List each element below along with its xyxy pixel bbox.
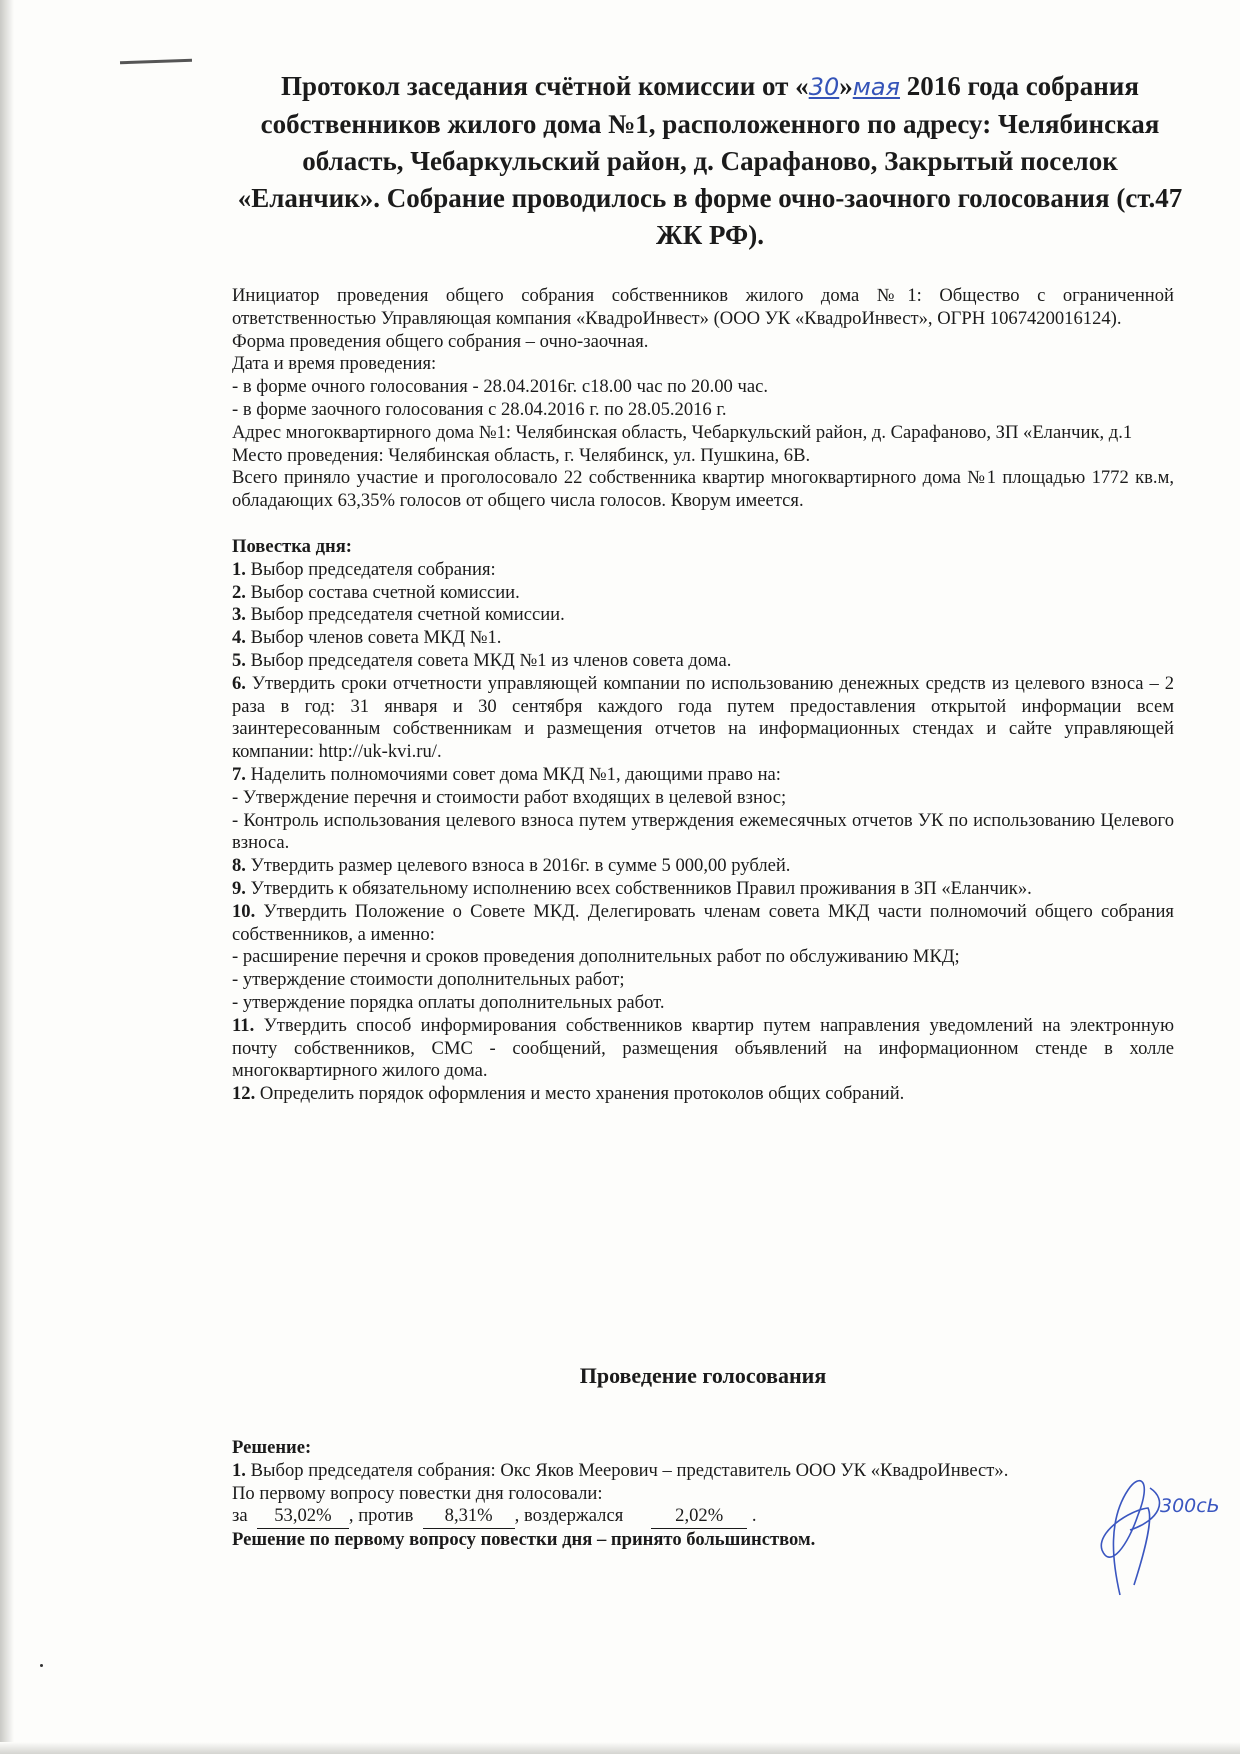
decision-heading: Решение: [232, 1437, 312, 1458]
agenda-item-text: Утвердить к обязательному исполнению всех собственников Правил проживания в ЗП «Еланчик». [245, 877, 1032, 899]
decision-result: Решение по первому вопросу повестки дня – принято большинством. [232, 1529, 816, 1551]
agenda-item [232, 582, 1174, 605]
scan-edge-bottom [0, 1742, 1240, 1754]
decision-block [232, 1437, 1192, 1552]
title-prefix: Протокол заседания счётной комиссии от « [281, 71, 809, 101]
agenda-item-text: Выбор состава счетной комиссии. [245, 581, 520, 603]
document-title [230, 68, 1190, 254]
agenda-item [232, 992, 1174, 1015]
agenda-item-text: Определить порядок оформления и место хранения протоколов общих собраний. [255, 1083, 905, 1105]
agenda-item-number: 3. [232, 604, 246, 626]
datetime-label: Дата и время проведения: [232, 353, 437, 375]
absentee-dates: - в форме заочного голосования с 28.04.2016 г. по 28.05.2016 г. [232, 398, 727, 420]
agenda-item-number: 1. [232, 558, 246, 580]
agenda-item-text: - Утверждение перечня и стоимости работ входящих в целевой взнос; [232, 786, 787, 808]
decision-item [232, 1460, 1192, 1483]
agenda-item-text: Утвердить способ информирования собственников квартир путем направления уведомлений на электронную почту собственников, СМС - сообщений, размещения объявлений на информационном стенде в холле многоквартирного жилого дома. [232, 1014, 1174, 1082]
agenda-item-text: Выбор председателя собрания: [245, 558, 496, 580]
agenda-item-number: 2. [232, 581, 246, 603]
agenda-item-number: 6. [232, 672, 246, 694]
agenda-item [232, 604, 1174, 627]
title-quote-close: » [839, 71, 853, 101]
abstain-label: , воздержался [514, 1505, 624, 1527]
agenda-item-number: 4. [232, 627, 246, 649]
handwritten-day: 30 [808, 73, 840, 101]
ink-dot [40, 1664, 43, 1667]
agenda-heading: Повестка дня: [232, 535, 352, 557]
agenda-item-text: Утвердить сроки отчетности управляющей компании по использованию денежных средств из целевого взноса – 2 раза в год: 31 января и 30 сентября каждого года путем предоставления открытой информации всем заинтересованным собственникам и размещения отчетов на информационных стендах и сайте управляющей компании: http://uk-kvi.ru/. [232, 672, 1174, 763]
agenda-item [232, 1083, 1174, 1106]
agenda-item [232, 878, 1174, 901]
agenda-item [232, 855, 1174, 878]
agenda-item-number: 11. [232, 1014, 255, 1036]
agenda-item-text: - утверждение стоимости дополнительных работ; [232, 969, 625, 991]
agenda-item-number: 9. [232, 877, 246, 899]
for-label: за [232, 1505, 248, 1527]
agenda-item [232, 787, 1174, 810]
agenda-item [232, 1015, 1174, 1083]
meeting-place: Место проведения: Челябинская область, г. Челябинск, ул. Пушкина, 6В. [232, 444, 811, 466]
agenda-item-text: - расширение перечня и сроков проведения дополнительных работ по обслуживанию МКД; [232, 946, 960, 968]
voted-line: По первому вопросу повестки дня голосовали: [232, 1482, 603, 1504]
agenda-item-text: Наделить полномочиями совет дома МКД №1, дающими право на: [245, 763, 781, 785]
agenda-item-number: 12. [232, 1083, 256, 1105]
vote-end: . [751, 1505, 757, 1527]
agenda-item-text: Выбор членов совета МКД №1. [245, 627, 502, 649]
agenda-item-text: Утвердить Положение о Совете МКД. Делегировать членам совета МКД части полномочий общего собрания собственников, а именно: [232, 900, 1174, 945]
agenda-item-text: - утверждение порядка оплаты дополнительных работ. [232, 991, 665, 1013]
for-value: 53,02% [257, 1505, 349, 1529]
agenda-item-number: 10. [232, 900, 256, 922]
agenda-item-number: 8. [232, 855, 246, 877]
house-address: Адрес многоквартирного дома №1: Челябинская область, Чебаркульский район, д. Сарафаново, ЗП «Еланчик, д.1 [232, 421, 1133, 443]
against-value: 8,31% [423, 1505, 515, 1529]
agenda-item-number: 5. [232, 649, 246, 671]
agenda-item [232, 627, 1174, 650]
agenda-item [232, 764, 1174, 787]
agenda-item [232, 901, 1174, 947]
meeting-form: Форма проведения общего собрания – очно-заочная. [232, 330, 649, 352]
handwritten-signature [1090, 1460, 1235, 1600]
agenda-item [232, 810, 1174, 856]
title-rest: 2016 года собрания собственников жилого дома №1, расположенного по адресу: Челябинская область, Чебаркульский район, д. Сарафаново, Закрытый поселок «Еланчик». Собрание проводилось в форме очно-заочного голосования (ст.47 ЖК РФ). [237, 71, 1183, 250]
against-label: , против [348, 1505, 414, 1527]
initiator-paragraph: Инициатор проведения общего собрания собственников жилого дома №1: Общество с ограниченной ответственностью Управляющая компания «КвадроИнвест» (ООО УК «КвадроИнвест», ОГРН 1067420016124). [232, 285, 1174, 329]
agenda-item-text: - Контроль использования целевого взноса путем утверждения ежемесячных отчетов УК по использованию Целевого взноса. [232, 809, 1174, 854]
document-body [232, 285, 1174, 1106]
signature-text: 300сЬ [1160, 1495, 1220, 1517]
pen-mark [120, 59, 192, 65]
voting-section-title: Проведение голосования [579, 1363, 827, 1388]
agenda-item-number: 7. [232, 763, 246, 785]
agenda-item [232, 673, 1174, 764]
quorum-paragraph: Всего приняло участие и проголосовало 22 собственника квартир многоквартирного дома №1 площадью 1772 кв.м, обладающих 63,35% голосов от общего числа голосов. Кворум имеется. [232, 467, 1174, 512]
in-person-dates: - в форме очного голосования - 28.04.2016г. с18.00 час по 20.00 час. [232, 376, 768, 398]
abstain-value: 2,02% [651, 1505, 747, 1529]
scan-edge-left [0, 0, 14, 1754]
vote-results [232, 1505, 1192, 1529]
decision-item-text: Выбор председателя собрания: Окс Яков Меерович – представитель ООО УК «КвадроИнвест». [245, 1459, 1009, 1481]
agenda-item [232, 559, 1174, 582]
handwritten-month: мая [852, 73, 900, 101]
agenda-item [232, 969, 1174, 992]
agenda-item-text: Выбор председателя счетной комиссии. [245, 604, 565, 626]
agenda-item-text: Утвердить размер целевого взноса в 2016г. в сумме 5 000,00 рублей. [245, 855, 791, 877]
agenda-list [232, 559, 1174, 1106]
agenda-item-text: Выбор председателя совета МКД №1 из членов совета дома. [245, 649, 732, 671]
agenda-item [232, 650, 1174, 673]
agenda-item [232, 946, 1174, 969]
signature-stroke [1101, 1481, 1159, 1595]
decision-item-number: 1. [232, 1459, 246, 1481]
